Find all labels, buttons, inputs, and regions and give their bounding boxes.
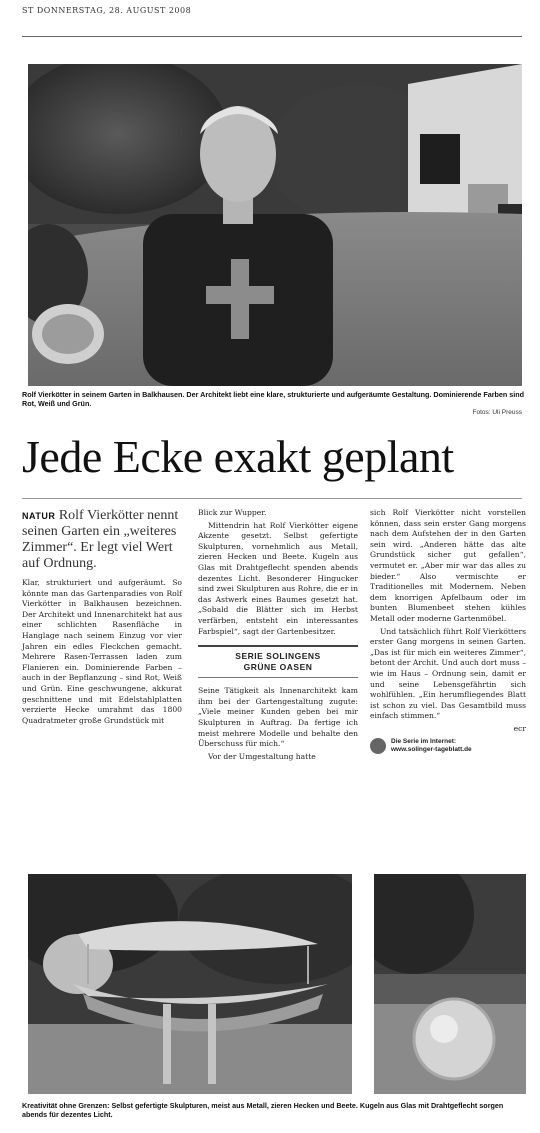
series-subtitle: GRÜNE OASEN <box>243 662 313 673</box>
sculpture-photo-illustration <box>28 874 352 1094</box>
headline-rule <box>22 498 522 499</box>
photo-glass-sphere <box>374 874 526 1094</box>
body-paragraph: Und tatsächlich führt Rolf Vierkötters erster Gang morgens in seinen Garten. „Das ist für mich ein weiteres Zimmer“, betont der Archit. Und auch dort muss – wie im Haus – Ordnung sein, damit er und seine Lebensgefährtin sich wohlfühlen. „Ein herumfliegendes Blatt ist schon zu viel. Das Gesamtbild muss einfach stimmen.“ <box>370 626 527 721</box>
body-paragraph: sich Rolf Vierkötter nicht vorstellen können, dass sein erster Gang morgens nach dem Aufstehen der in den Garten sein wird. „Anderen hätte das alte Grundstück sicher gut gefallen“, vermutet er. „Aber mir war das alles zu bieder.“ Also vermischte er Traditionelles mit Modernem. Neben dem knorrigen Apfelbaum oder im bunten Blumenbeet stehen kühles Metall oder moderne Gartenmöbel. <box>370 508 526 623</box>
photo-metal-sculpture <box>28 874 352 1094</box>
body-paragraph: Klar, strukturiert und aufgeräumt. So könnte man das Gartenparadies von Rolf Vierkötter in Balkhausen bezeichnen. Der Architekt und Innenarchitekt hat aus einer schlichten Rasenfläche in Hanglage nach seinem Einzug vor vier Jahren ein edles Fleckchen gemacht. Mehrere Rasen-Terrassen laden zum Flanieren ein. Dominierende Farben – auch in der Bepflanzung – sind Rot, Weiß und Grün. Eine geschwungene, akkurat geschnittene und mit Edelstahlplatten verzierte Hecke umrahmt das 1800 Quadratmeter große Grundstück mit <box>22 578 182 725</box>
series-box <box>198 645 358 678</box>
section-kicker: NATUR <box>22 511 56 521</box>
body-paragraph: Blick zur Wupper. <box>198 508 267 517</box>
body-paragraph: Mittendrin hat Rolf Vierkötter eigene Akzente gesetzt. Selbst gefertigte Skulpturen, vornehmlich aus Metall, zieren Hecken und Beete. Kugeln aus Glas mit Drahtgeflecht spenden abends dezentes Licht. Besonderer Hingucker sind zwei Skulpturen aus Rohre, die er in das Astwerk eines Baumes gesetzt hat. „Sobald die Blätter sich im Herbst verfärben, entsteht ein interessantes Farbspiel“, sagt der Gartenbesitzer. <box>198 520 358 636</box>
bottom-photos-caption: Kreativität ohne Grenzen: Selbst gefertigte Skulpturen, meist aus Metall, zieren Hecken und Beete. Kugeln aus Glas mit Drahtgeflecht sorgen abends für dezentes Licht. <box>22 1101 504 1119</box>
portrait-photo-illustration <box>28 64 522 386</box>
article-headline: Jede Ecke exakt geplant <box>22 431 454 482</box>
top-rule <box>22 36 522 37</box>
article-column-1 <box>22 508 182 728</box>
body-paragraph: Seine Tätigkeit als Innenarchitekt kam ihm bei der Gartengestaltung zugute: „Viele meiner Kunden geben bei mir Skulpturen in Auftrag. Da fertige ich meist mehrere Modelle und behalte den Überschuss für mich.“ <box>198 686 358 749</box>
author-tag: ecr <box>513 723 526 733</box>
sphere-photo-illustration <box>374 874 526 1094</box>
photo-portrait-in-garden <box>28 64 522 386</box>
body-paragraph: Vor der Umgestaltung hatte <box>208 751 316 761</box>
article-column-3 <box>370 508 526 754</box>
online-note-label: Die Serie im Internet: <box>391 738 457 746</box>
series-title: SERIE SOLINGENS <box>235 651 321 662</box>
online-note <box>370 738 526 754</box>
article-lead <box>22 508 182 572</box>
photo-credit: Fotos: Uli Preuss <box>472 409 522 416</box>
main-photo-caption: Rolf Vierkötter in seinem Garten in Balkhausen. Der Architekt liebt eine klare, strukturierte und aufgeräumte Gestaltung. Dominierende Farben sind Rot, Weiß und Grün. <box>22 390 525 408</box>
lead-text: Rolf Vierkötter nennt seinen Garten ein „weiteres Zimmer“. Er legt viel Wert auf Ordnung. <box>22 508 179 571</box>
running-head: ST DONNERSTAG, 28. AUGUST 2008 <box>22 6 192 15</box>
online-note-url[interactable]: www.solinger-tageblatt.de <box>391 746 472 754</box>
article-column-2 <box>198 508 358 764</box>
globe-icon <box>370 738 386 754</box>
